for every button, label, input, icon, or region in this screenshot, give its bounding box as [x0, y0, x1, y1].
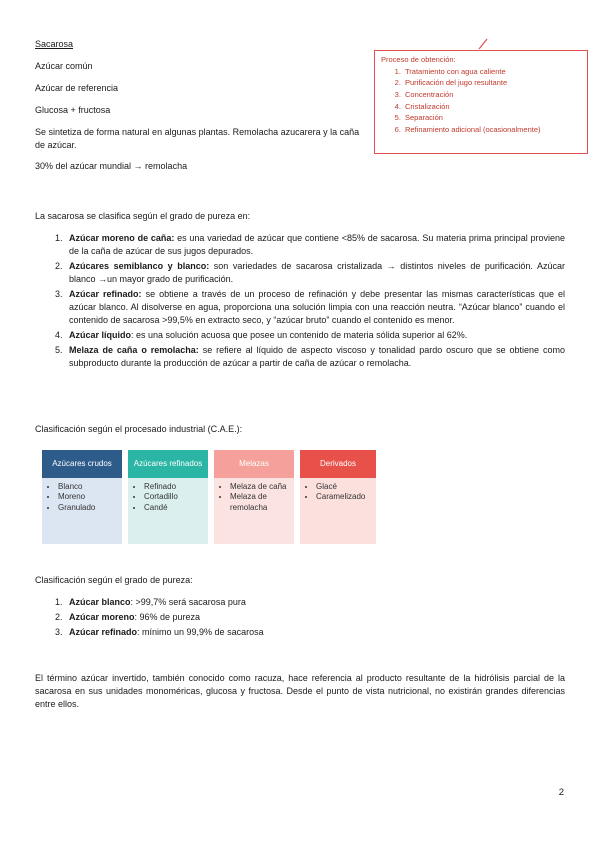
purity2-list [35, 596, 565, 639]
item-text: se refiere al líquido de aspecto viscoso y tonalidad pardo oscuro que se obtiene como subproducto durante la producción de azúcar a partir de caña de azúcar o remolacha. [69, 345, 565, 369]
purity-section [35, 210, 565, 373]
card-body-refinados [128, 478, 208, 544]
industrial-intro: Clasificación según el procesado industrial (C.A.E.): [35, 424, 243, 434]
process-title: Proceso de obtención: [381, 55, 456, 64]
list-item [65, 260, 565, 286]
purity2-intro: Clasificación según el grado de pureza: [35, 575, 193, 585]
process-steps [381, 66, 581, 136]
purity-list [35, 232, 565, 370]
card-item: • Granulado [58, 503, 116, 513]
card-item: • Caramelizado [316, 492, 370, 502]
card-body-melazas [214, 478, 294, 544]
card-item: • Candé [144, 503, 202, 513]
process-step: 4. Cristalización [403, 101, 581, 113]
header-line-1: Azúcar común [35, 61, 93, 72]
item-text: es una variedad de azúcar que contiene <85% de sacarosa. Su materia prima principal proviene de la caña de azúcar de sus jugos depurados. [69, 233, 565, 257]
page-number: 2 [558, 787, 564, 798]
item-term: Azúcar líquido [69, 330, 132, 341]
header-line-2: Azúcar de referencia [35, 83, 119, 94]
header-paragraph: Se sintetiza de forma natural en algunas plantas. Remolacha azucarera y la caña de azúcar. [35, 127, 360, 151]
purity2-section [35, 574, 565, 641]
item-text: : mínimo un 99,9% de sacarosa [137, 627, 264, 638]
footer-paragraph: El término azúcar invertido, también conocido como racuza, hace referencia al producto resultante de la hidrólisis parcial de la sacarosa en sus unidades monoméricas, glucosa y fructosa. Desde el punto de vista nutricional, no existirán grandes diferencias entre ellos. [35, 673, 565, 710]
card-item: • Melaza de remolacha [230, 492, 288, 513]
list-item [65, 344, 565, 370]
tick-mark-icon [478, 38, 488, 50]
page-title: Sacarosa [35, 39, 74, 49]
item-term: Melaza de caña o remolacha: [69, 345, 199, 356]
card-item: • Blanco [58, 482, 116, 492]
process-step: 6. Refinamiento adicional (ocasionalmente) [403, 124, 581, 136]
header-stat: 30% del azúcar mundial → remolacha [35, 161, 188, 172]
list-item [65, 329, 565, 342]
card-header-derivados: Derivados [300, 450, 376, 478]
card-body-derivados [300, 478, 376, 544]
item-text: : es una solución acuosa que posee un contenido de materia sólida superior al 62%. [131, 330, 468, 341]
card-item: • Refinado [144, 482, 202, 492]
process-step: 5. Separación [403, 112, 581, 124]
card-item: • Melaza de caña [230, 482, 288, 492]
item-text: son variedades de sacarosa cristalizada → distintos niveles de purificación. Azúcar blanco →un mayor grado de purificación. [69, 261, 566, 285]
purity-intro: La sacarosa se clasifica según el grado de pureza en: [35, 211, 251, 221]
item-term: Azúcar moreno de caña: [69, 233, 175, 244]
card-body-crudos [42, 478, 122, 544]
list-item [65, 596, 565, 609]
header-block [35, 38, 365, 173]
process-step: 3. Concentración [403, 89, 581, 101]
process-box [374, 50, 588, 154]
list-item [65, 232, 565, 258]
card-header-crudos: Azúcares crudos [42, 450, 122, 478]
item-term: Azúcar refinado: [69, 289, 142, 300]
item-text: : 96% de pureza [134, 612, 201, 623]
card-header-melazas: Melazas [214, 450, 294, 478]
item-term: Azúcar refinado [69, 627, 138, 638]
process-step: 1. Tratamiento con agua caliente [403, 66, 581, 78]
list-item [65, 288, 565, 327]
item-text: : >99,7% será sacarosa pura [130, 597, 246, 608]
header-line-3: Glucosa + fructosa [35, 105, 111, 116]
list-item [65, 626, 565, 639]
card-item: • Cortadillo [144, 492, 202, 502]
item-term: Azúcar moreno [69, 612, 135, 623]
card-item: • Glacé [316, 482, 370, 492]
list-item [65, 611, 565, 624]
card-item: • Moreno [58, 492, 116, 502]
item-term: Azúcar blanco [69, 597, 131, 608]
item-text: se obtiene a través de un proceso de refinación y debe presentar las mismas características que el azúcar blanco. Al disolverse en agua, proporciona una solución limpia con una reacción neutra. “Azúcar blanco” cuando el contenido de sacarosa >99,5% en extracto seco, y “azúcar bruto” cuando el contenido es menor. [69, 289, 565, 326]
card-header-refinados: Azúcares refinados [128, 450, 208, 478]
item-term: Azúcares semiblanco y blanco: [69, 261, 210, 272]
process-step: 2. Purificación del jugo resultante [403, 77, 581, 89]
